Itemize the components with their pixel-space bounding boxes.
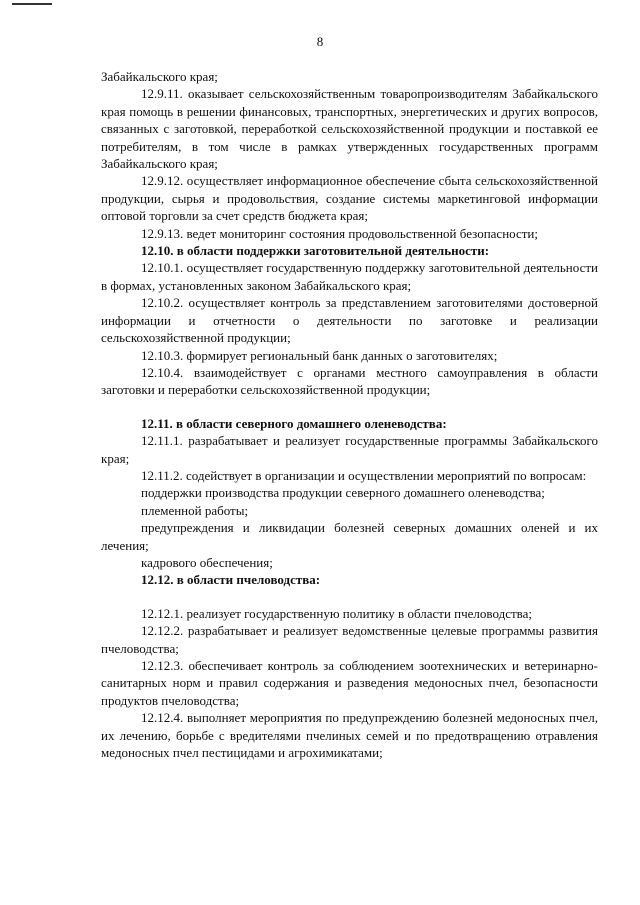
section-heading: 12.12. в области пчеловодства: bbox=[141, 572, 321, 588]
paragraph: 12.10.1. осуществляет государственную поддержку заготовительной деятельности в формах, установленных законом Забайкальского края; bbox=[101, 260, 598, 293]
paragraph: племенной работы; bbox=[141, 502, 249, 518]
section-heading: 12.11. в области северного домашнего оленеводства: bbox=[141, 415, 447, 431]
paragraph: 12.12.4. выполняет мероприятия по предупреждению болезней медоносных пчел, их лечению, борьбе с вредителями пчелиных семей и по предотвращению отравления медоносных пчел пестицидами и агрохимикатами; bbox=[101, 710, 598, 761]
paragraph: Забайкальского края; bbox=[101, 69, 218, 84]
section-heading: 12.10. в области поддержки заготовительной деятельности: bbox=[141, 243, 490, 259]
document-body bbox=[101, 68, 598, 761]
scan-corner-mark bbox=[12, 3, 52, 5]
paragraph: 12.12.1. реализует государственную политику в области пчеловодства; bbox=[141, 605, 532, 621]
paragraph: 12.10.4. взаимодействует с органами местного самоуправления в области заготовки и переработки сельскохозяйственной продукции; bbox=[101, 364, 598, 398]
paragraph: 12.10.3. формирует региональный банк данных о заготовителях; bbox=[141, 347, 498, 363]
paragraph: 12.9.11. оказывает сельскохозяйственным товаропроизводителям Забайкальского края помощь в решении финансовых, транспортных, энергетических и других вопросов, связанных с заготовкой, переработкой сельскохозяйственной продукции и поставкой ее потребителям, в том числе в рамках утвержденных государственных программ Забайкальского края; bbox=[101, 86, 598, 172]
page-number: 8 bbox=[316, 34, 324, 49]
paragraph: 12.12.2. разрабатывает и реализует ведомственные целевые программы развития пчеловодства; bbox=[101, 623, 598, 656]
paragraph: поддержки производства продукции северного домашнего оленеводства; bbox=[141, 485, 545, 501]
paragraph: кадрового обеспечения; bbox=[141, 554, 273, 570]
paragraph: 12.11.1. разрабатывает и реализует государственные программы Забайкальского края; bbox=[101, 433, 598, 466]
paragraph: предупреждения и ликвидации болезней северных домашних оленей и их лечения; bbox=[101, 520, 598, 553]
paragraph: 12.11.2. содействует в организации и осуществлении мероприятий по вопросам: bbox=[141, 467, 587, 483]
paragraph-gap bbox=[101, 589, 598, 605]
paragraph: 12.12.3. обеспечивает контроль за соблюдением зоотехнических и ветеринарно-санитарных норм и правил содержания и разведения медоносных пчел, безопасности продуктов пчеловодства; bbox=[101, 658, 598, 708]
paragraph: 12.9.12. осуществляет информационное обеспечение сбыта сельскохозяйственной продукции, сырья и продовольствия, создание системы маркетинговой информации оптовой торговли за счет средств бюджета края; bbox=[101, 173, 598, 224]
paragraph: 12.9.13. ведет мониторинг состояния продовольственной безопасности; bbox=[141, 225, 538, 241]
paragraph-gap bbox=[101, 399, 598, 415]
paragraph: 12.10.2. осуществляет контроль за представлением заготовителями достоверной информации и отчетности о деятельности по заготовке и реализации сельскохозяйственной продукции; bbox=[101, 295, 598, 346]
